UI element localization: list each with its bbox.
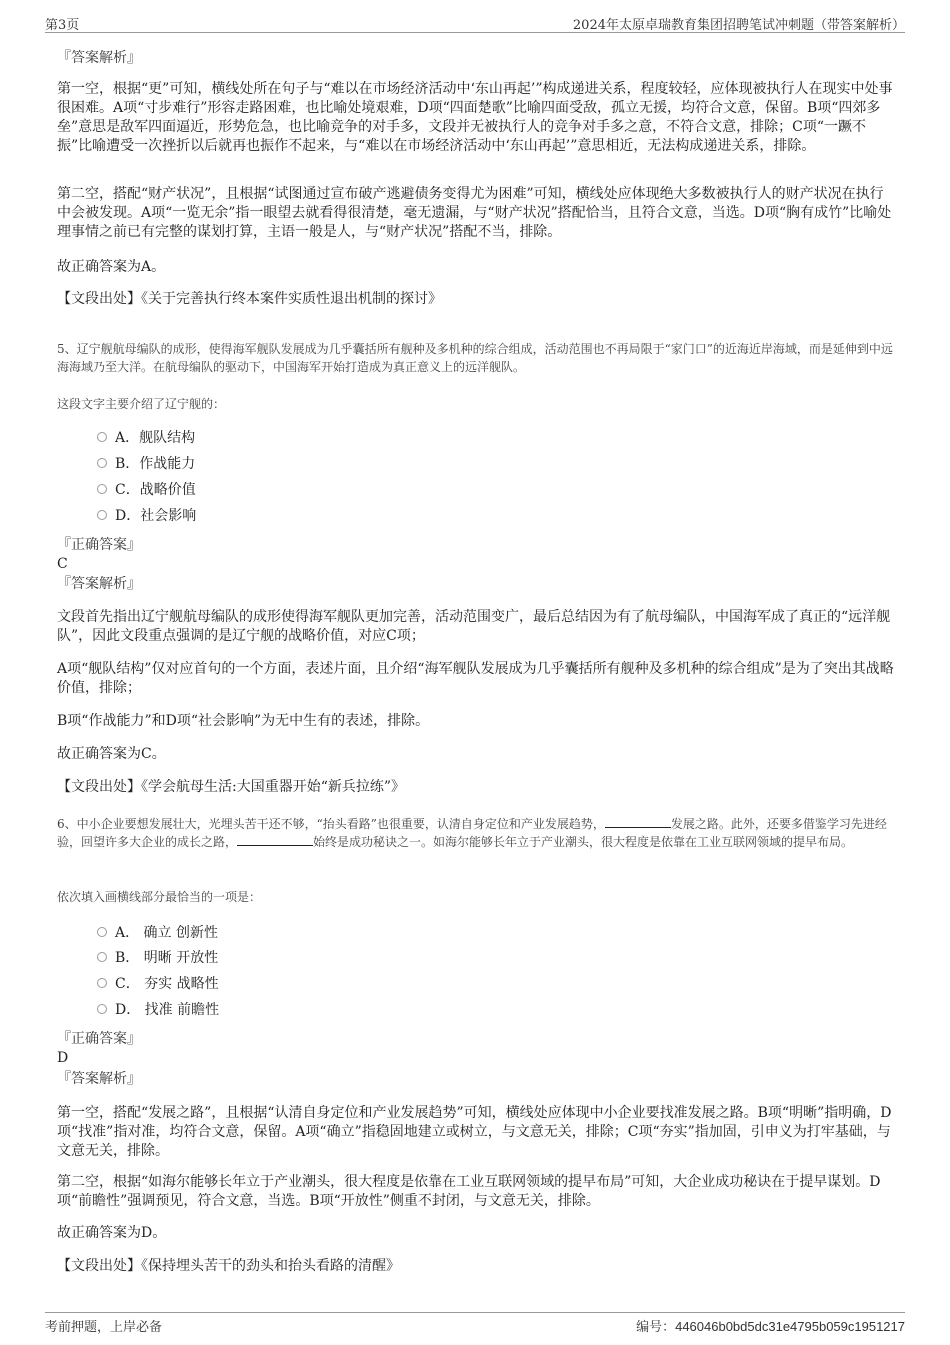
q6-option-b[interactable]: B． 明晰 开放性	[97, 948, 218, 968]
q5-option-b[interactable]: B．作战能力	[97, 454, 195, 474]
q6-conclusion: 故正确答案为D。	[57, 1225, 167, 1241]
radio-icon[interactable]	[97, 484, 107, 494]
q6-correct-label: 『正确答案』	[57, 1031, 141, 1047]
document-code: 编号：446046b0bd5dc31e4795b059c1951217	[636, 1319, 905, 1335]
q6-question: 依次填入画横线部分最恰当的一项是：	[57, 890, 262, 904]
page-number: 第3页	[45, 18, 80, 33]
q5-source: 【文段出处】《学会航母生活:大国重器开始“新兵拉练”》	[57, 779, 406, 795]
blank-2	[237, 833, 313, 846]
q6-source: 【文段出处】《保持埋头苦干的劲头和抬头看路的清醒》	[57, 1258, 400, 1274]
q5-correct-label: 『正确答案』	[57, 537, 141, 553]
q6-option-d[interactable]: D． 找准 前瞻性	[97, 1000, 219, 1020]
radio-icon[interactable]	[97, 927, 107, 937]
q6-analysis-label: 『答案解析』	[57, 1071, 141, 1087]
q5-conclusion: 故正确答案为C。	[57, 746, 166, 762]
q5-option-a[interactable]: A．舰队结构	[97, 428, 195, 448]
document-title: 2024年太原卓瑞教育集团招聘笔试冲刺题（带答案解析）	[572, 18, 905, 33]
q4-conclusion: 故正确答案为A。	[57, 259, 166, 275]
q6-option-c[interactable]: C． 夯实 战略性	[97, 974, 219, 994]
q6-option-a[interactable]: A． 确立 创新性	[97, 923, 218, 943]
q5-analysis-p3: B项“作战能力”和D项“社会影响”为无中生有的表述，排除。	[57, 713, 430, 729]
q4-analysis-p1: 第一空，根据“更”可知，横线处所在句子与“难以在市场经济活动中‘东山再起’”构成递进关系，程度较轻，应体现被执行人在现实中处事很困难。A项“寸步难行”形容走路困难，也比喻处境艰难，D项“四面楚歌”比喻四面受敌，孤立无援，均符合文意，保留。B项“四郊多垒”意思是敌军四面逼近，形势危急，也比喻竞争的对手多，文段并无被执行人的竞争对手多之意，不符合文意，排除；C项“一蹶不振”比喻遭受一次挫折以后就再也振作不起来，与“难以在市场经济活动中‘东山再起’”意思相近，无法构成递进关系，排除。	[57, 81, 893, 154]
q6-correct-answer: D	[57, 1050, 69, 1066]
page-header	[45, 14, 905, 33]
q5-question: 这段文字主要介绍了辽宁舰的：	[57, 397, 226, 411]
radio-icon[interactable]	[97, 952, 107, 962]
radio-icon[interactable]	[97, 1004, 107, 1014]
q6-analysis-p1: 第一空，搭配“发展之路”，且根据“认清自身定位和产业发展趋势”可知，横线处应体现中小企业要找准发展之路。B项“明晰”指明确，D项“找准”指对准，均符合文意，保留。A项“确立”指稳固地建立或树立，与文意无关，排除；C项“夯实”指加固，引申义为打牢基础，与文意无关，排除。	[57, 1105, 892, 1159]
q6-stem: 6、中小企业要想发展壮大，光埋头苦干还不够，“抬头看路”也很重要，认清自身定位和产业发展趋势， 发展之路。此外，还要多借鉴学习先进经验，回望许多大企业的成长之路， 始终是成功秘诀之一。如海尔能够长年立于产业潮头，很大程度是依靠在工业互联网领域的提早布局。	[57, 817, 887, 849]
footer-slogan: 考前押题，上岸必备	[45, 1320, 163, 1335]
q4-analysis-p2: 第二空，搭配“财产状况”，且根据“试图通过宣布破产逃避债务变得尤为困难”可知，横线处应体现绝大多数被执行人的财产状况在执行中会被发现。A项“一览无余”指一眼望去就看得很清楚，毫无遗漏，与“财产状况”搭配恰当，且符合文意，当选。D项“胸有成竹”比喻处理事情之前已有完整的谋划打算，主语一般是人，与“财产状况”搭配不当，排除。	[57, 186, 892, 240]
q5-correct-answer: C	[57, 556, 68, 572]
q4-analysis-label: 『答案解析』	[57, 50, 141, 66]
radio-icon[interactable]	[97, 432, 107, 442]
page-footer	[45, 1312, 905, 1335]
blank-1	[605, 815, 671, 828]
q5-analysis-label: 『答案解析』	[57, 576, 141, 592]
q5-stem: 5、辽宁舰航母编队的成形，使得海军舰队发展成为几乎囊括所有舰种及多机种的综合组成，活动范围也不再局限于“家门口”的近海近岸海域，而是延伸到中远海海域乃至大洋。在航母编队的驱动下，中国海军开始打造成为真正意义上的远洋舰队。	[57, 342, 893, 374]
q5-option-c[interactable]: C．战略价值	[97, 480, 196, 500]
q4-source: 【文段出处】《关于完善执行终本案件实质性退出机制的探讨》	[57, 291, 442, 307]
radio-icon[interactable]	[97, 978, 107, 988]
radio-icon[interactable]	[97, 510, 107, 520]
q5-option-d[interactable]: D．社会影响	[97, 506, 196, 526]
q5-analysis-p2: A项“舰队结构”仅对应首句的一个方面，表述片面，且介绍“海军舰队发展成为几乎囊括所有舰种及多机种的综合组成”是为了突出其战略价值，排除；	[57, 661, 894, 696]
q5-analysis-p1: 文段首先指出辽宁舰航母编队的成形使得海军舰队更加完善，活动范围变广，最后总结因为有了航母编队，中国海军成了真正的“远洋舰队”，因此文段重点强调的是辽宁舰的战略价值，对应C项；	[57, 609, 891, 644]
q6-analysis-p2: 第二空，根据“如海尔能够长年立于产业潮头，很大程度是依靠在工业互联网领域的提早布局”可知，大企业成功秘诀在于提早谋划。D项“前瞻性”强调预见，符合文意，当选。B项“开放性”侧重不封闭，与文意无关，排除。	[57, 1174, 881, 1209]
radio-icon[interactable]	[97, 458, 107, 468]
